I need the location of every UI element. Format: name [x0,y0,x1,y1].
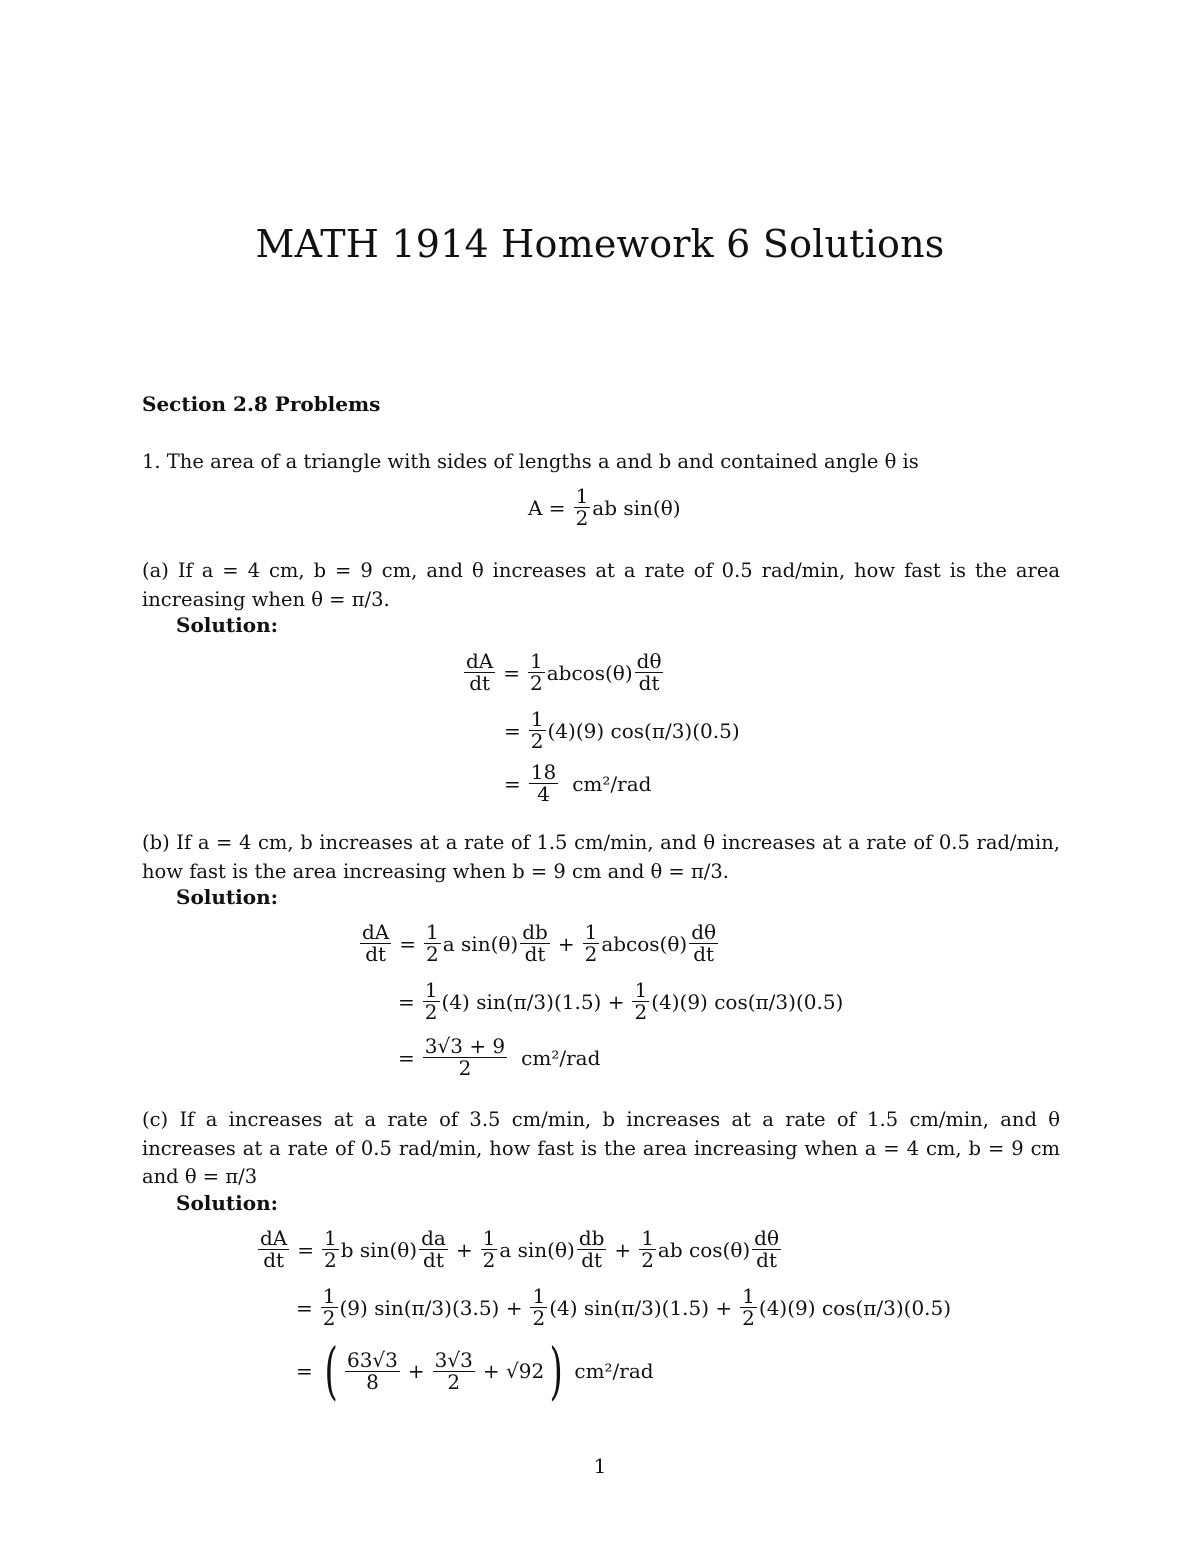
fraction: $\frac{1}{2}$ [634,978,648,1024]
page-number: 1 [593,1454,607,1478]
fraction: $\frac{1}{2}$ [532,1284,546,1330]
fraction: $\frac{1}{2}$ [742,1284,755,1330]
fraction: $\frac{3√3}{2}$ [434,1347,473,1394]
part-c-question: (c) If a increases at a rate of 3.5 cm/min, b increases at a rate of 1.5 cm/min, and θ increases at a rate of 0.5 rad/min, how fast is the area increasing when a = 4 cm, b = 9 cm and θ = π/3 [142,1108,1060,1188]
a-line-3: = $\frac{18}{4}$ cm²/rad [504,760,652,806]
formula-lhs: A = [528,495,566,520]
fraction: $\frac{1}{2}$ [641,1226,654,1272]
fraction: $\frac{1}{2}$ [324,1226,337,1272]
section-heading: Section 2.8 Problems [142,392,381,416]
area-formula [528,486,681,529]
problem-1-intro: 1. The area of a triangle with sides of lengths a and b and contained angle θ is [142,450,919,473]
c-line-2: = $\frac{1}{2}$ (9) sin(π/3)(3.5) + $\frac{1}{2}$ (4) sin(π/3)(1.5) + $\frac{1}{2}$ (4)(9) cos(π/3)(0.5) [296,1284,952,1330]
a-line-2: = $\frac{1}{2}$ (4)(9) cos(π/3)(0.5) [504,707,740,753]
fraction: $\frac{1}{2}$ [584,920,598,966]
fraction: $\frac{18}{4}$ [530,760,557,806]
fraction: $\frac{d\theta}{dt}$ [754,1226,780,1272]
b-line-2: = $\frac{1}{2}$ (4) sin(π/3)(1.5) + $\frac{1}{2}$ (4)(9) cos(π/3)(0.5) [398,978,844,1024]
b-line-3: = $\frac{3√3 + 9}{2}$ cm²/rad [398,1034,601,1080]
c-line-3: = ( $\frac{63√3}{8}$ + $\frac{3√3}{2}$ + √92 ) cm²/rad [296,1334,654,1407]
solution-label-a: Solution: [176,613,279,637]
fraction: $\frac{1}{2}$ [482,1226,496,1272]
fraction: $\frac{1}{2}$ [530,649,543,695]
fraction: $\frac{1}{2}$ [426,920,439,966]
page-title: MATH 1914 Homework 6 Solutions [255,222,945,266]
fraction: $\frac{1}{2}$ [322,1284,336,1330]
part-b-question: (b) If a = 4 cm, b increases at a rate of 1.5 cm/min, and θ increases at a rate of 0.5 rad/min, how fast is the area increasing when b = 9 cm and θ = π/3. [142,831,1060,883]
fraction: $\frac{dA}{dt}$ [260,1226,288,1272]
fraction: $\frac{db}{dt}$ [578,1226,605,1272]
fraction: $\frac{db}{dt}$ [522,920,548,966]
fraction: $\frac{da}{dt}$ [421,1226,446,1272]
c-line-1: $\frac{dA}{dt}$ = $\frac{1}{2}$ b sin(θ) $\frac{da}{dt}$ + $\frac{1}{2}$ a sin(θ) $\frac{db}{dt}$ + $\frac{1}{2}$ ab cos(θ) $\frac{d\theta}{dt}$ [260,1226,780,1272]
fraction: $\frac{63√3}{8}$ [346,1347,398,1394]
right-paren: ) [549,1334,563,1407]
fraction: $\frac{dA}{dt}$ [466,649,494,695]
fraction: $\frac{d\theta}{dt}$ [636,649,662,695]
fraction: $\frac{1}{2}$ [530,707,544,753]
fraction: $\frac{d\theta}{dt}$ [691,920,717,966]
a-line-1: $\frac{dA}{dt}$ = $\frac{1}{2}$ abcos(θ) $\frac{d\theta}{dt}$ [466,649,662,695]
fraction: $\frac{1}{2}$ [424,978,438,1024]
fraction: $\frac{1}{2}$ [575,484,589,530]
formula-rest: ab sin(θ) [592,495,681,520]
left-paren: ( [324,1334,338,1407]
solution-label-b: Solution: [176,885,279,909]
fraction: $\frac{3√3 + 9}{2}$ [424,1034,506,1080]
part-a-question: (a) If a = 4 cm, b = 9 cm, and θ increases at a rate of 0.5 rad/min, how fast is the area increasing when θ = π/3. [142,559,1060,611]
b-line-1: $\frac{dA}{dt}$ = $\frac{1}{2}$ a sin(θ) $\frac{db}{dt}$ + $\frac{1}{2}$ abcos(θ) $\frac{d\theta}{dt}$ [362,920,717,966]
fraction: $\frac{dA}{dt}$ [362,920,390,966]
solution-label-c: Solution: [176,1191,279,1215]
